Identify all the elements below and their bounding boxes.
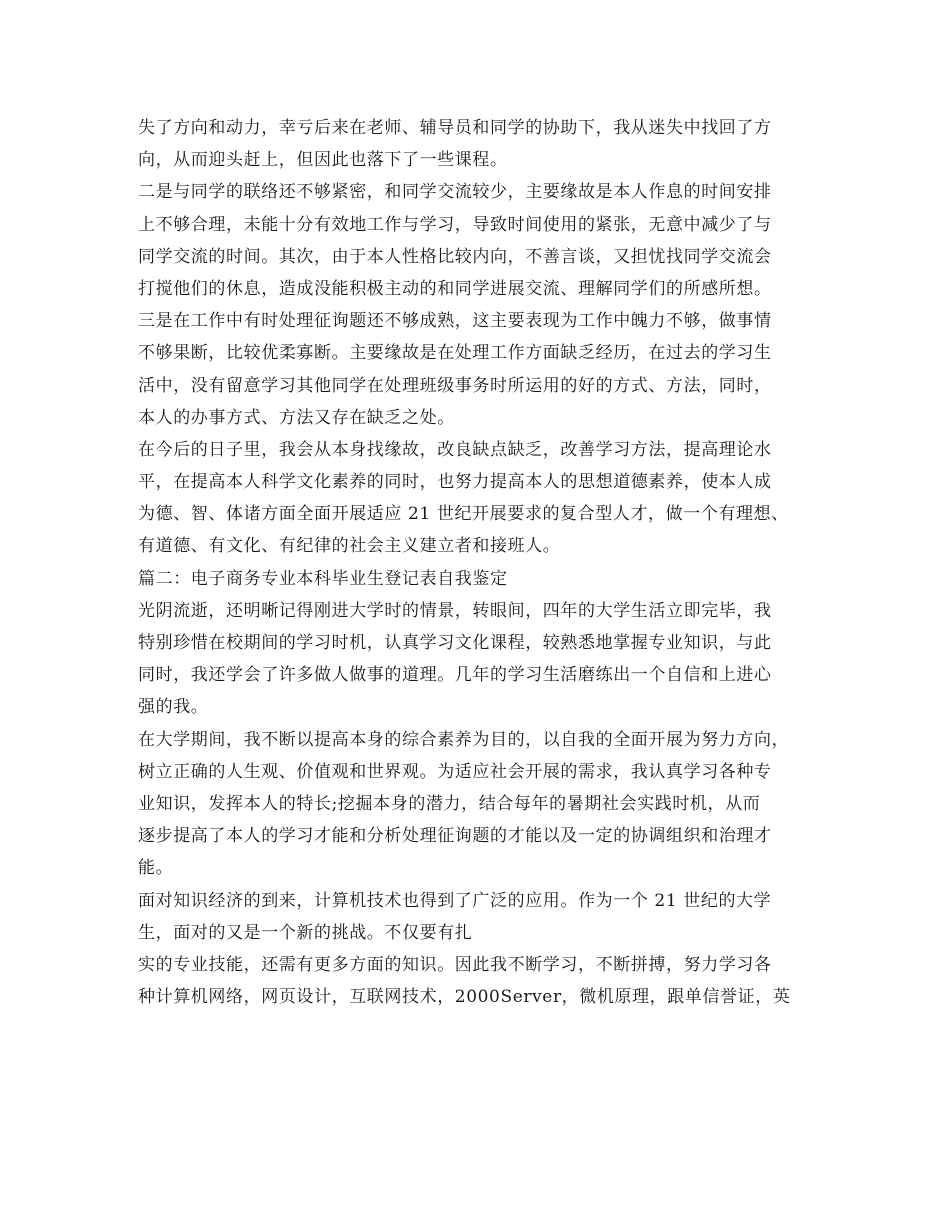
text-line: 生，面对的又是一个新的挑战。不仅要有扎 bbox=[138, 922, 473, 943]
text-line: 活中，没有留意学习其他同学在处理班级事务时所运用的好的方式、方法，同时， bbox=[138, 375, 772, 396]
text-line: 平，在提高本人科学文化素养的同时，也努力提高本人的思想道德素养，使本人成 bbox=[138, 472, 772, 493]
text-line: 本人的办事方式、方法又存在缺乏之处。 bbox=[138, 407, 455, 428]
text-line: 在大学期间，我不断以提高本身的综合素养为目的，以自我的全面开展为努力方向， bbox=[138, 729, 790, 750]
text-line: 三是在工作中有时处理征询题还不够成熟，这主要表现为工作中魄力不够，做事情 bbox=[138, 311, 772, 332]
text-line: 上不够合理，未能十分有效地工作与学习，导致时间使用的紧张，无意中减少了与 bbox=[138, 214, 772, 235]
text-line: 光阴流逝，还明晰记得刚进大学时的情景，转眼间，四年的大学生活立即完毕，我 bbox=[138, 600, 772, 621]
text-line: 能。 bbox=[138, 858, 174, 879]
text-line: 同时，我还学会了许多做人做事的道理。几年的学习生活磨练出一个自信和上进心 bbox=[138, 665, 772, 686]
text-line: 有道德、有文化、有纪律的社会主义建立者和接班人。 bbox=[138, 536, 561, 557]
document-body bbox=[138, 112, 838, 1013]
text-line: 打搅他们的休息，造成没能积极主动的和同学进展交流、理解同学们的所感所想。 bbox=[138, 278, 772, 299]
text-line: 失了方向和动力，幸亏后来在老师、辅导员和同学的协助下，我从迷失中找回了方 bbox=[138, 118, 772, 138]
text-line: 在今后的日子里，我会从本身找缘故，改良缺点缺乏，改善学习方法，提高理论水 bbox=[138, 439, 772, 460]
text-line: 逐步提高了本人的学习才能和分析处理征询题的才能以及一定的协调组织和治理才 bbox=[138, 826, 772, 847]
text-line: 树立正确的人生观、价值观和世界观。为适应社会开展的需求，我认真学习各种专 bbox=[138, 761, 772, 782]
text-line: 不够果断，比较优柔寡断。主要缘故是在处理工作方面缺乏经历，在过去的学习生 bbox=[138, 343, 772, 364]
text-line: 为德、智、体诸方面全面开展适应 21 世纪开展要求的复合型人才，做一个有理想、 bbox=[138, 504, 789, 525]
text-line: 种计算机网络，网页设计，互联网技术，2000Server，微机原理，跟单信誉证，英 bbox=[138, 987, 791, 1008]
text-line: 向，从而迎头赶上，但因此也落下了一些课程。 bbox=[138, 150, 508, 171]
text-line: 同学交流的时间。其次，由于本人性格比较内向，不善言谈，又担忧找同学交流会 bbox=[138, 246, 772, 267]
text-line: 业知识，发挥本人的特长;挖掘本身的潜力，结合每年的暑期社会实践时机，从而 bbox=[138, 793, 761, 814]
text-line: 强的我。 bbox=[138, 697, 209, 718]
text-line: 实的专业技能，还需有更多方面的知识。因此我不断学习，不断拼搏，努力学习各 bbox=[138, 954, 772, 975]
text-line: 面对知识经济的到来，计算机技术也得到了广泛的应用。作为一个 21 世纪的大学 bbox=[138, 890, 772, 911]
text-line: 特别珍惜在校期间的学习时机，认真学习文化课程，较熟悉地掌握专业知识，与此 bbox=[138, 633, 772, 653]
text-line: 篇二：电子商务专业本科毕业生登记表自我鉴定 bbox=[138, 568, 508, 589]
text-line: 二是与同学的联络还不够紧密，和同学交流较少，主要缘故是本人作息的时间安排 bbox=[138, 182, 772, 203]
